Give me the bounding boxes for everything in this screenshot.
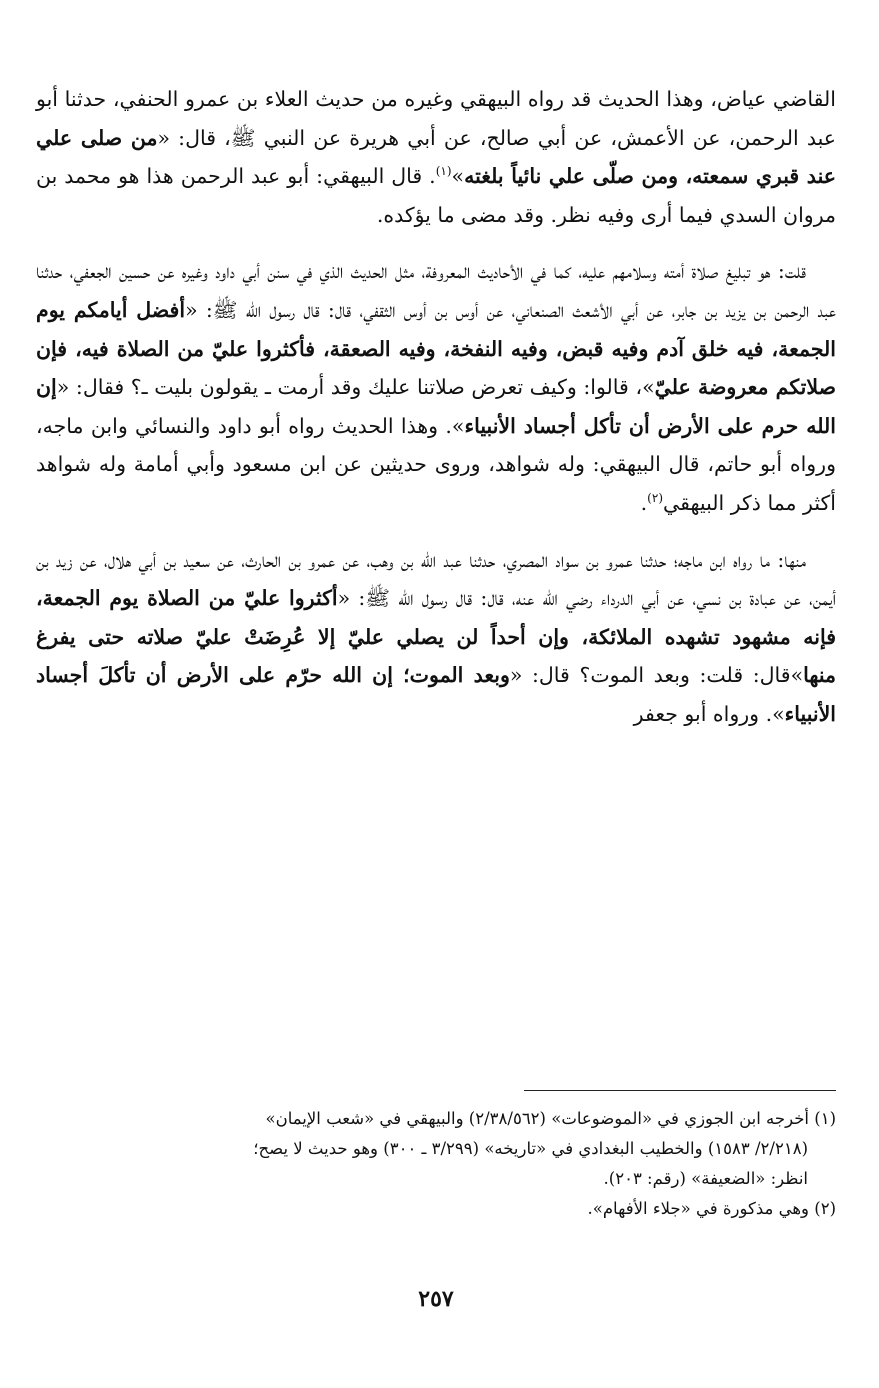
p2-text-e: ». وهذا الحديث رواه أبو داود والنسائي وابن ماجه، ورواه أبو حاتم، قال البيهقي: وله شواهد، وروى حديثين عن ابن مسعود وأبي أمامة وله شواهد أكثر مما ذكر البيهقي (36, 413, 836, 515)
p2-text-f: . (640, 490, 648, 515)
p2-hadith-quote-2: إن الله حرم على الأرض أن تأكل أجساد الأنبياء (36, 375, 836, 438)
footnote-ref-2[interactable]: (٢) (647, 491, 663, 506)
p1-text-a: القاضي عياض، وهذا الحديث قد رواه البيهقي وغيره من حديث العلاء بن عمرو الحنفي، حدثنا أبو عبد الرحمن، عن الأعمش، عن أبي صالح، عن أبي هريرة عن النبي ﷺ، قال: « (36, 87, 836, 150)
p1-text-c: » (451, 164, 465, 189)
paragraph-2 (36, 252, 836, 522)
footnote-1-line-1: (١) أخرجه ابن الجوزي في «الموضوعات» (٢/٣٨/٥٦٢) والبيهقي في «شعب الإيمان» (265, 1109, 836, 1128)
p2-hadith-quote-1: أفضل أيامكم يوم الجمعة، فيه خلق آدم وفيه قبض، وفيه النفخة، وفيه الصعقة، فأكثروا عليّ من الصلاة فيه، فإن صلاتكم معروضة عليّ (36, 297, 836, 400)
footnote-2: (٢) وهي مذكورة في «جلاء الأفهام». (587, 1199, 836, 1218)
p3-text-c: »قال: قلت: وبعد الموت؟ قال: « (509, 663, 804, 688)
paragraph-3 (36, 541, 836, 734)
p2-text-a: قلت: هو تبليغ صلاة أمته وسلامهم عليه، كما في الأحاديث المعروفة، مثل الحديث الذي في سنن أبي داود وغيره عن حسين الجعفي، حدثنا عبد الرحمن بن يزيد بن جابر، عن أبي الأشعث الصنعاني، عن أوس بن أوس الثقفي، قال: قال رسول الله ﷺ: « (36, 259, 837, 322)
p3-hadith-quote-2: وبعد الموت؛ إن الله حرّم على الأرض أن تأكلَ أجساد الأنبياء (36, 663, 836, 726)
footnote-ref-1[interactable]: (١) (435, 164, 452, 179)
p3-text-e: ». ورواه أبو جعفر (633, 701, 785, 726)
footnote-1-line-2: (٢/٢١٨/ ١٥٨٣) والخطيب البغدادي في «تاريخه» (٣/٢٩٩ ـ ٣٠٠) وهو حديث لا يصح؛ (253, 1139, 808, 1158)
main-text (36, 80, 836, 734)
footnote-divider (524, 1090, 836, 1091)
p3-hadith-quote-1: أكثروا عليّ من الصلاة يوم الجمعة، فإنه مشهود تشهده الملائكة، وإن أحداً لن يصلي عليّ إلا عُرِضَتْ عليّ صلاته حتى يفرغ منها (36, 586, 836, 688)
p1-hadith-quote: من صلى علي عند قبري سمعته، ومن صلّى علي نائياً بلغته (36, 125, 836, 189)
paragraph-1 (36, 80, 836, 234)
p3-text-a: منها: ما رواه ابن ماجه؛ حدثنا عمرو بن سواد المصري، حدثنا عبد الله بن وهب، عن عمرو بن الحارث، عن سعيد بن أبي هلال، عن زيد بن أيمن، عن عبادة بن نسي، عن أبي الدرداء رضي الله عنه، قال: قال رسول الله ﷺ: « (36, 547, 836, 611)
p1-text-d: . قال البيهقي: أبو عبد الرحمن هذا هو محمد بن مروان السدي فيما أرى وفيه نظر. وقد مضى ما يؤكده. (36, 164, 836, 227)
footnote-1-line-3: انظر: «الضعيفة» (رقم: ٢٠٣). (603, 1169, 808, 1188)
footnotes (36, 1104, 836, 1224)
p2-text-c: »، قالوا: وكيف تعرض صلاتنا عليك وقد أرمت ـ يقولون بليت ـ؟ فقال: « (56, 375, 655, 400)
book-page (36, 80, 836, 1370)
page-number: ٢٥٧ (418, 1286, 454, 1312)
